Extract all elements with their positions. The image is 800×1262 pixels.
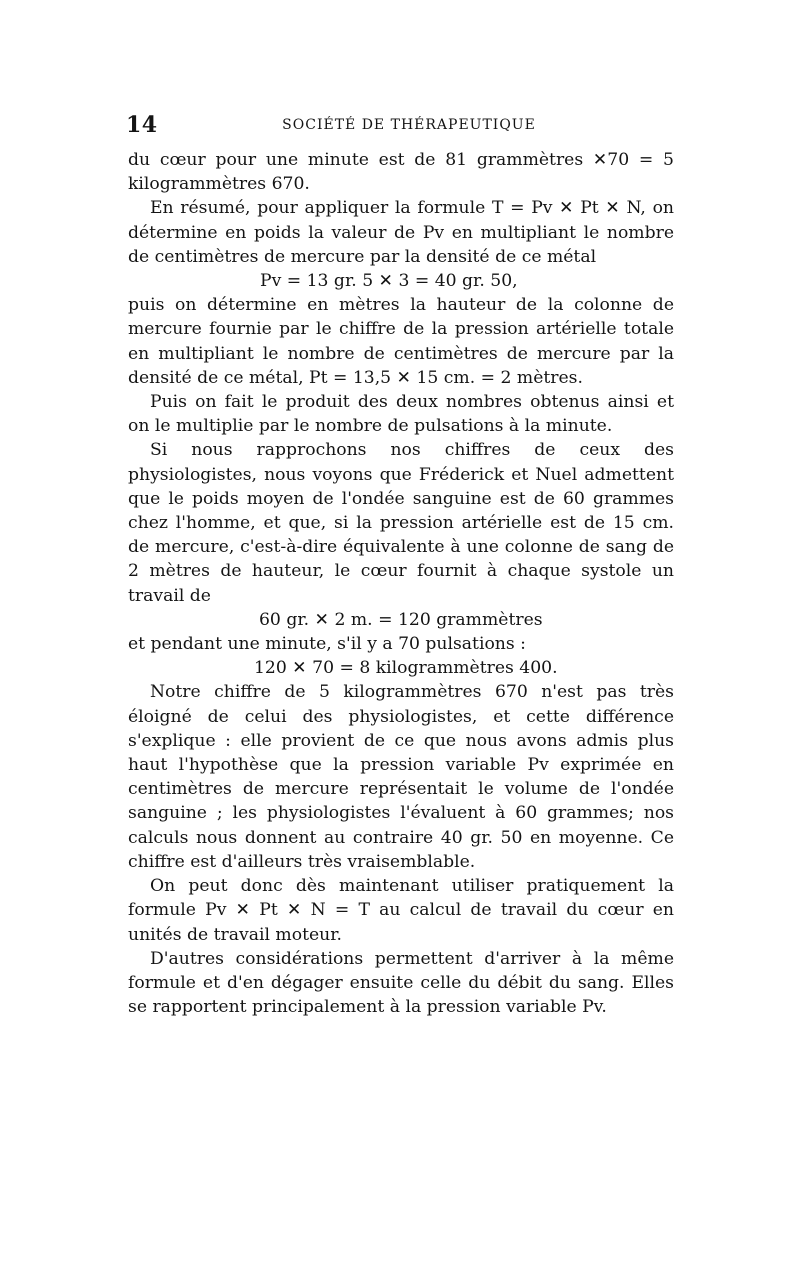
running-header — [128, 112, 674, 142]
paragraph: En résumé, pour appliquer la formule T = Pv ✕ Pt ✕ N, on détermine en poids la valeur de Pv en multipliant le nombre de centimètres de mercure par la densité de ce métal — [128, 198, 674, 267]
paragraph: et pendant une minute, s'il y a 70 pulsations : — [128, 634, 526, 655]
paragraph: du cœur pour une minute est de 81 grammètres ✕70 = 5 kilogrammètres 670. — [128, 150, 674, 195]
paragraph: D'autres considérations permettent d'arriver à la même formule et d'en dégager ensuite celle du débit du sang. Elles se rapportent principalement à la pression variable Pv. — [128, 948, 674, 1018]
paragraph: puis on détermine en mètres la hauteur de la colonne de mercure fournie par le chiffre de la pression artérielle totale en multipliant le nombre de centimètres de mercure par la densité de ce métal, Pt = 13,5 ✕ 15 cm. = 2 mètres. — [128, 295, 674, 388]
formula-line: Pv = 13 gr. 5 ✕ 3 = 40 gr. 50, — [260, 271, 518, 292]
paragraph: On peut donc dès maintenant utiliser pratiquement la formule Pv ✕ Pt ✕ N = T au calcul de travail du cœur en unités de travail moteur. — [128, 876, 674, 945]
formula-line: 120 ✕ 70 = 8 kilogrammètres 400. — [254, 658, 558, 679]
book-page — [128, 112, 674, 1019]
paragraph: Puis on fait le produit des deux nombres obtenus ainsi et on le multiplie par le nombre de pulsations à la minute. — [128, 392, 674, 437]
paragraph: Si nous rapprochons nos chiffres de ceux des physiologistes, nous voyons que Fréderick et Nuel admettent que le poids moyen de l'ondée sanguine est de 60 grammes chez l'homme, et que, si la pression artérielle est de 15 cm. de mercure, c'est-à-dire équivalente à une colonne de sang de 2 mètres de hauteur, le cœur fournit à chaque systole un travail de — [128, 440, 674, 606]
body-text — [128, 148, 674, 1019]
page-number: 14 — [126, 112, 158, 138]
paragraph: Notre chiffre de 5 kilogrammètres 670 n'est pas très éloigné de celui des physiologistes, et cette différence s'explique : elle provient de ce que nous avons admis plus haut l'hypothèse que la pression variable Pv exprimée en centimètres de mercure représentait le volume de l'ondée sanguine ; les physiologistes l'évaluent à 60 grammes; nos calculs nous donnent au contraire 40 gr. 50 en moyenne. Ce chiffre est d'ailleurs très vraisemblable. — [128, 682, 674, 872]
formula-line: 60 gr. ✕ 2 m. = 120 grammètres — [259, 609, 543, 630]
header-title: SOCIÉTÉ DE THÉRAPEUTIQUE — [282, 117, 536, 133]
